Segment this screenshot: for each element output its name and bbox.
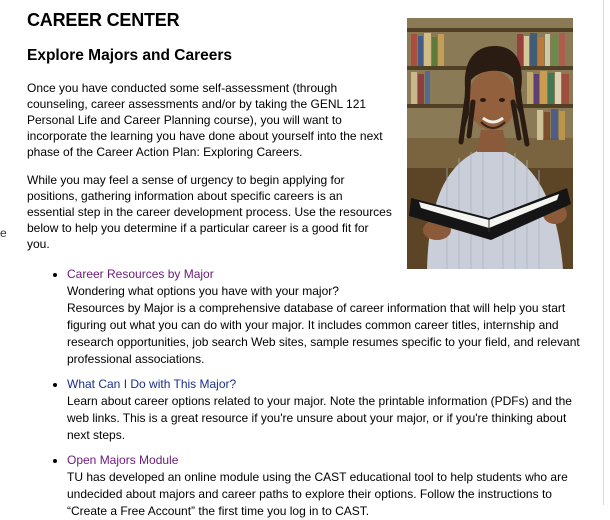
site-title: CAREER CENTER [27,10,180,30]
clipped-left-text: e [0,226,7,240]
open-majors-module-link[interactable]: Open Majors Module [67,453,179,467]
main-content [27,8,587,520]
list-item [27,376,587,444]
bullet-icon [53,459,57,463]
list-item [27,452,587,520]
intro-paragraph-2: While you may feel a sense of urgency to begin applying for positions, gathering information about specific careers is an essential step in the career development process. Use the resources below to help you determine if a particular career is a good fit for you. [27,173,392,251]
intro-paragraph: Once you have conducted some self-assessment (through counseling, career assessments and/or by taking the GENL 121 Personal Life and Career Planning course), you will want to incorporate the learning you have done about yourself into the next phase of the Career Action Plan: Exploring Careers. [27,81,383,159]
what-can-i-do-with-this-major-link[interactable]: What Can I Do with This Major? [67,377,237,391]
career-resources-by-major-link[interactable]: Career Resources by Major [67,267,214,281]
page-title: Explore Majors and Careers [27,47,233,64]
resource-description: Resources by Major is a comprehensive database of career information that will help you start figuring out what you can do with your major. It includes common career titles, internship and research opportunities, job search Web sites, sample resumes specific to your field, and relevant professional associations. [67,301,580,366]
resource-description: TU has developed an online module using the CAST educational tool to help students who are undecided about majors and career paths to explore their options. Follow the instructions to “Create a Free Account” the first time you log in to CAST. [67,470,568,518]
bullet-icon [53,383,57,387]
resource-description: Learn about career options related to your major. Note the printable information (PDFs) and the web links. This is a great resource if you're unsure about your major, or if you're thinking about next steps. [67,394,572,442]
bullet-icon [53,273,57,277]
resource-description: Wondering what options you have with your major? [67,284,339,298]
resource-list [27,266,587,520]
list-item [27,266,587,368]
right-edge-divider [603,0,604,505]
